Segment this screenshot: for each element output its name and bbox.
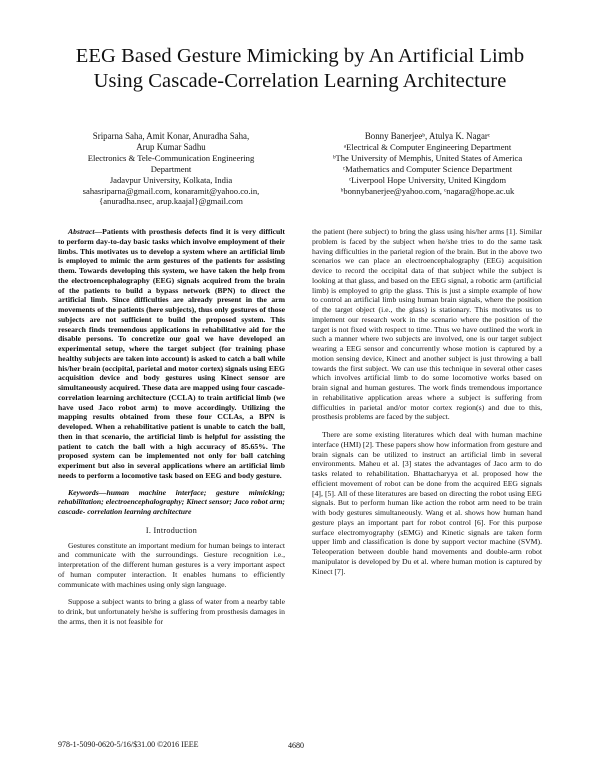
author-names-line-1: Sriparna Saha, Amit Konar, Anuradha Saha,	[92, 131, 250, 141]
paper-title	[40, 44, 560, 94]
intro-paragraph-2: Suppose a subject wants to bring a glass of water from a nearby table to drink, but unfortunately he/she is suffering from prosthesis damages in the arms, then it is not feasible for	[58, 597, 285, 626]
author-block-right	[315, 131, 540, 196]
affiliation-c: ᶜMathematics and Computer Science Department	[342, 163, 513, 174]
intro-paragraph-1: Gestures constitute an important medium for human beings to interact and communicate with the surroundings. Gesture recognition i.e., interpretation of the different human gestures is a very important aspect of human computer interaction. It enables humans to efficiently communicate with machines using only sign language.	[58, 540, 285, 589]
intro-paragraph-3: the patient (here subject) to bring the glass using his/her arms [1]. Similar problem is faced by the subject when he/she tries to do the same task having difficulties in the parietal region of the brain. But in the above two scenarios we can place an electroencephalography (EEG) acquisition device to record the occipital data of that subject while the subject is looking at that glass, and based on the EEG signal, a robotic arm (artificial limb) is employed to grip the glass. This is just a simple example of how to control an artificial limb using human brain signals, where the position of the target object (i.e., the glass) is stationary. This motivates us to implement our research work in the scenario where the position of the target is not fixed with respect to time. Thus we have outlined the work in such a manner where two subjects are involved, one is our target subject wearing a EEG sensor and concurrently whose motion is captured by a motion sensing device, Kinect and another subject is just throwing a ball towards the first subject. We can use this technique in several other cases which involves artificial limb to do some locomotive works based on brain signal and human gestures. The work finds tremendous importance in rehabilitative application areas where a subject is suffering from difficulties in parietal and/or motor cortex region(s) and due to this, prosthesis problems are faced by the subject.	[312, 227, 542, 422]
title-line-2: Using Cascade-Correlation Learning Architecture	[93, 70, 507, 92]
page-number: 4680	[288, 741, 304, 750]
author-names-right: Bonny Banerjeeᵇ, Atulya K. Nagarᶜ	[364, 131, 491, 141]
author-university: Jadavpur University, Kolkata, India	[109, 174, 233, 185]
affiliation-a: ᵃElectrical & Computer Engineering Department	[343, 141, 512, 152]
left-column	[58, 227, 285, 627]
affiliation-b: ᵇThe University of Memphis, United States of America	[332, 152, 523, 163]
keywords: Keywords—human machine interface; gesture mimicking; rehabilitation; electroencephalography; Kinect sensor; Jaco robot arm; cascade- correlation learning architecture	[58, 487, 285, 516]
abstract-text: Patients with prosthesis defects find it is very difficult to perform day-to-day basic tasks which involve employment of their limbs. This motivates us to develop a system where an artificial limb is employed to mimic the arm gestures of the patients for assisting them. Towards developing this system, we have taken the help from the electroencephalography (EEG) signals acquired from the brain of the patients to build a bypass network (BPN) to direct the artificial limb. Since difficulties are already present in the arm movements of the patients (here subjects), thus only gestures of those subjects are not sufficient to build the proposed system. This research finds tremendous applications in rehabilitative aid for the disable persons. To concretize our goal we have developed an experimental setup, where the target subject (for training phase healthy subjects are taken into account) is asked to catch a ball while his/her brain (occipital, parietal and motor cortex) signals using EEG acquisition device and body gestures using Kinect sensor are simultaneously acquired. These data are mapped using four cascade-correlation learning architecture (CCLA) to train artificial limb (we have used Jaco robot arm) to move accordingly. Utilizing the mapping results obtained from these four CCLAs, a BPN is developed. When a rehabilitative patient is unable to catch the ball, then in that scenario, the artificial limb is helpful for assisting the patient to catch the ball with a high accuracy of 85.65%. The proposed system can be implemented not only for ball catching experiment but also in several applications where an artificial limb needs to perform a locomotive task based on EEG and body gesture.	[58, 227, 285, 480]
intro-paragraph-4: There are some existing literatures which deal with human machine interface (HMI) [2]. These papers show how information from gesture and brain signals can be utilized to instruct an artificial limb in several environments. Maheu et al. [3] states the advantages of Jaco arm to do tasks related to rehabilitation. Bhattacharyya et al. proposed how the efficient movement of robot can be done from the acquired EEG signals [4], [5]. All of these literatures are based on directing the robot using EEG signals. But to perform human like action the robot arm need to be train with body gestures simultaneously. Wang et al. shows how human hand gesture plays an important part for robot control [6]. For this purpose surface electromyography (sEMG) and Kinetic signals are taken form upper limb and classification is done by support vector machine (SVM). Teleoperation between double hand movements and double-arm robot manipulator is developed by Du et al. where human motion is captured by Kinect [7].	[312, 430, 542, 576]
footer-isbn: 978-1-5090-0620-5/16/$31.00 ©2016 IEEE	[58, 740, 199, 749]
affiliation-d: ᶜLiverpool Hope University, United Kingdom	[348, 174, 507, 185]
affiliation-emails: ᵇbonnybanerjee@yahoo.com, ᶜnagara@hope.ac.uk	[340, 185, 515, 196]
section-heading-introduction: I. Introduction	[145, 525, 198, 535]
author-block-left	[58, 131, 284, 207]
author-names-line-2: Arup Kumar Sadhu	[136, 141, 206, 152]
abstract-label: Abstract—	[68, 227, 103, 236]
title-line-1: EEG Based Gesture Mimicking by An Artificial Limb	[75, 45, 525, 67]
right-column	[312, 227, 542, 576]
author-email-line-1: sahasriparna@gmail.com, konaramit@yahoo.co.in,	[82, 185, 260, 196]
author-department-line-2: Department	[150, 163, 192, 174]
author-email-line-2: {anuradha.nsec, arup.kaajal}@gmail.com	[99, 196, 243, 207]
author-department-line-1: Electronics & Tele-Communication Engineering	[87, 152, 255, 163]
abstract	[58, 227, 285, 481]
